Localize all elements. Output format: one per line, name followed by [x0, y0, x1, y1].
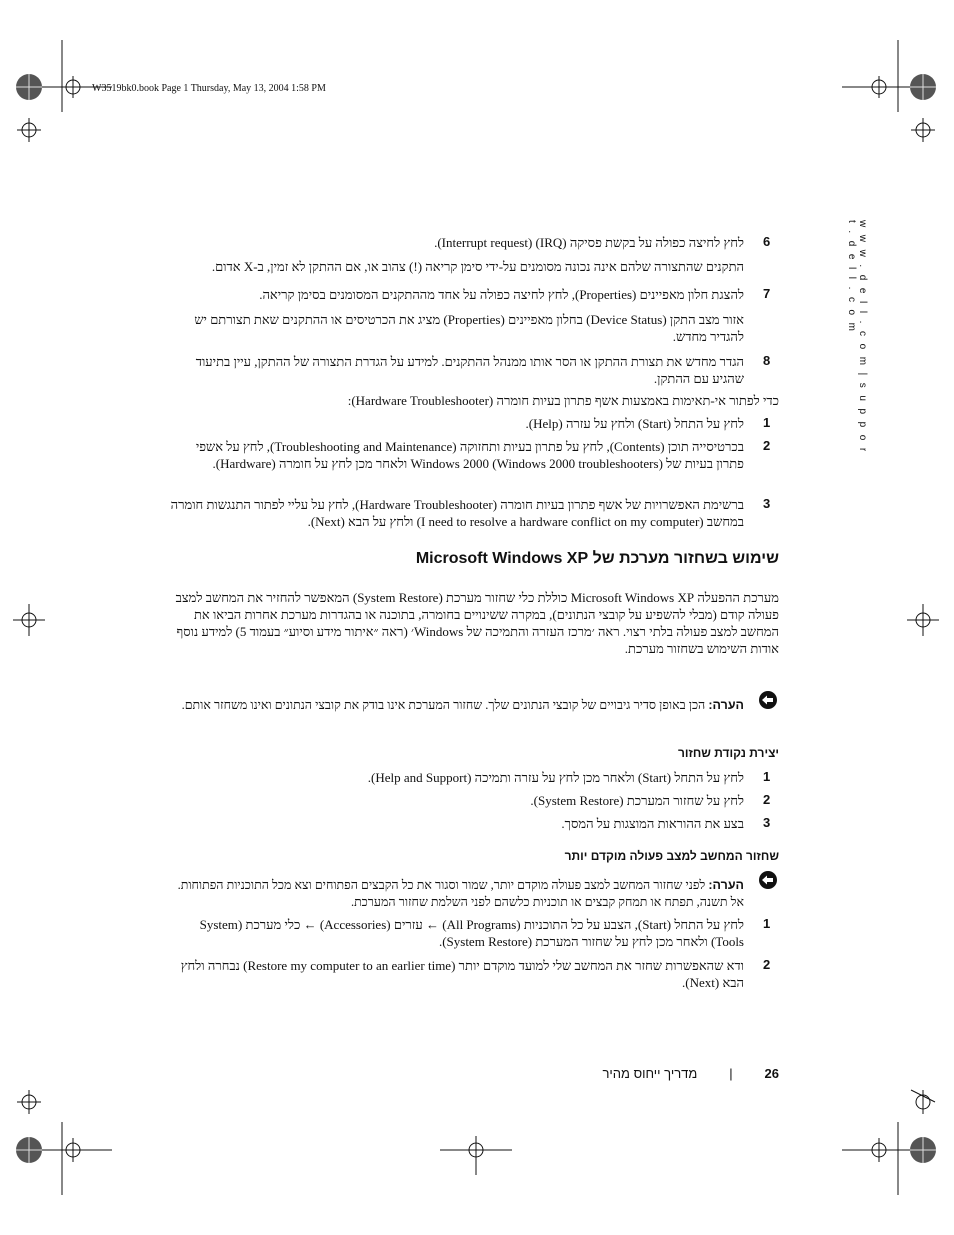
side-url: w w w . d e l l . c o m | s u p p o r t . d e l l . c o m	[846, 220, 868, 454]
step-text: לחץ על התחל (Start) ולאחר מכן לחץ על עזרה ותמיכה (Help and Support).	[367, 770, 744, 785]
step-text: התקנים שהתצורה שלהם אינה נכונה מסומנים על-ידי סימן קריאה (!) צהוב או, אם ההתקן לא זמין, ב-X אדום.	[211, 259, 744, 274]
note-label: הערה:	[708, 698, 744, 712]
note-1	[170, 697, 744, 714]
subsection-title: יצירת נקודת שחזור	[677, 746, 779, 760]
step-text: ודא שהאפשרות שחזר את המחשב שלי למועד מוקדם יותר (Restore my computer to an earlier time) נבחרה ולחץ הבא (Next).	[180, 958, 744, 990]
step-text: אזור מצב התקן (Device Status) בחלון מאפיינים (Properties) מציג את הכרטיסים או ההתקנים שאת תצורתם יש להגדיר מחדש.	[194, 312, 744, 344]
step-number: 1	[763, 415, 771, 430]
step-number: 1	[763, 916, 771, 931]
note-label: הערה:	[708, 878, 744, 892]
step-text: ברשימת האפשרויות של אשף פתרון בעיות חומרה (Hardware Troubleshooter), לחץ על עליי לפתור התנגשות חומרה במחשב (I need to resolve a hardware conflict on my computer) ולחץ על הבא (Next).	[170, 497, 744, 529]
step-text: לחץ על התחל (Start) ולחץ על עזרה (Help).	[525, 416, 744, 431]
step-number: 8	[763, 353, 771, 368]
section-title: שימוש בשחזור מערכת של Microsoft Windows XP	[415, 550, 779, 567]
step-number: 3	[763, 496, 771, 511]
page-number: 26	[764, 1066, 779, 1081]
step-text: בצע את ההוראות המוצגות על המסך.	[561, 816, 744, 831]
book-info-header: W3519bk0.book Page 1 Thursday, May 13, 2004 1:58 PM	[92, 83, 326, 94]
subsection-title: שחזור המחשב למצב פעולה מוקדם יותר	[564, 849, 779, 863]
step-number: 3	[763, 815, 771, 830]
note-arrow-icon	[758, 870, 778, 890]
step-number: 2	[763, 438, 771, 453]
section-paragraph: מערכת ההפעלה Microsoft Windows XP כוללת כלי שחזור מערכת (System Restore) המאפשר להחזיר את המחשב למצב פעולה קודם (מבלי להשפיע על קובצי הנתונים), במקרה ששינויים בחומרה, בתוכנה או בהגדרות מערכת אחרות הביאו את המחשב למצב פעולה בלתי רצוי. ראה ׳מרכז העזרה והתמיכה של Windows׳ (ראה ״איתור מידע וסיוע״ בעמוד 5) למידע נוסף אודות השימוש בשחזור מערכת.	[175, 590, 779, 656]
step-text: הגדר מחדש את תצורת ההתקן או הסר אותו ממנהל ההתקנים. למידע על הגדרת התצורה של ההתקן, עיין בתיעוד שהגיע עם ההתקן.	[195, 354, 744, 386]
step-text: בכרטיסייה תוכן (Contents), לחץ על פתרון בעיות ותחזוקה (Troubleshooting and Maintenance), לחץ על אשפי פתרון בעיות של Windows 2000 (Windows 2000 troubleshooters) ולאחר מכן לחץ על חומרה (Hardware).	[195, 439, 744, 471]
step-text: לחץ לחיצה כפולה על בקשת פסיקה (IRQ) (Interrupt request).	[434, 235, 744, 250]
note-text: לפני שחזור המחשב למצב פעולה מוקדם יותר, שמור וסגור את כל הקבצים הפתוחים וצא מכל התוכניות הפתוחות. אל תשנה, תפתח או תמחק קבצים או תוכניות כלשהם לפני השלמת שחזור המערכת.	[177, 878, 744, 909]
step-number: 6	[763, 234, 771, 249]
step-number: 7	[763, 286, 771, 301]
footer-title: מדריך ייחוס מהיר	[602, 1066, 698, 1081]
note-text: הכן באופן סדיר גיבויים של קובצי הנתונים שלך. שחזור המערכת אינו בודק את קובצי הנתונים ואינו משחזר אותם.	[181, 698, 706, 712]
step-number: 2	[763, 792, 771, 807]
footer-separator: |	[729, 1066, 733, 1081]
step-text: להצגת חלון מאפיינים (Properties), לחץ לחיצה כפולה על אחד מההתקנים המסומנים בסימן קריאה.	[259, 287, 744, 302]
note-arrow-icon	[758, 690, 778, 710]
step-number: 1	[763, 769, 771, 784]
hardware-intro: כדי לפתור אי-תאימות באמצעות אשף פתרון בעיות חומרה (Hardware Troubleshooter):	[347, 393, 779, 408]
page-footer	[602, 1066, 779, 1081]
note-2	[170, 877, 744, 911]
step-text: לחץ על שחזור המערכת (System Restore).	[530, 793, 744, 808]
step-text: לחץ על התחל (Start), הצבע על כל התוכניות (All Programs) ← עזרים (Accessories) ← כלי מערכת (System Tools) ולאחר מכן לחץ על שחזור המערכת (System Restore).	[199, 917, 744, 949]
step-number: 2	[763, 957, 771, 972]
